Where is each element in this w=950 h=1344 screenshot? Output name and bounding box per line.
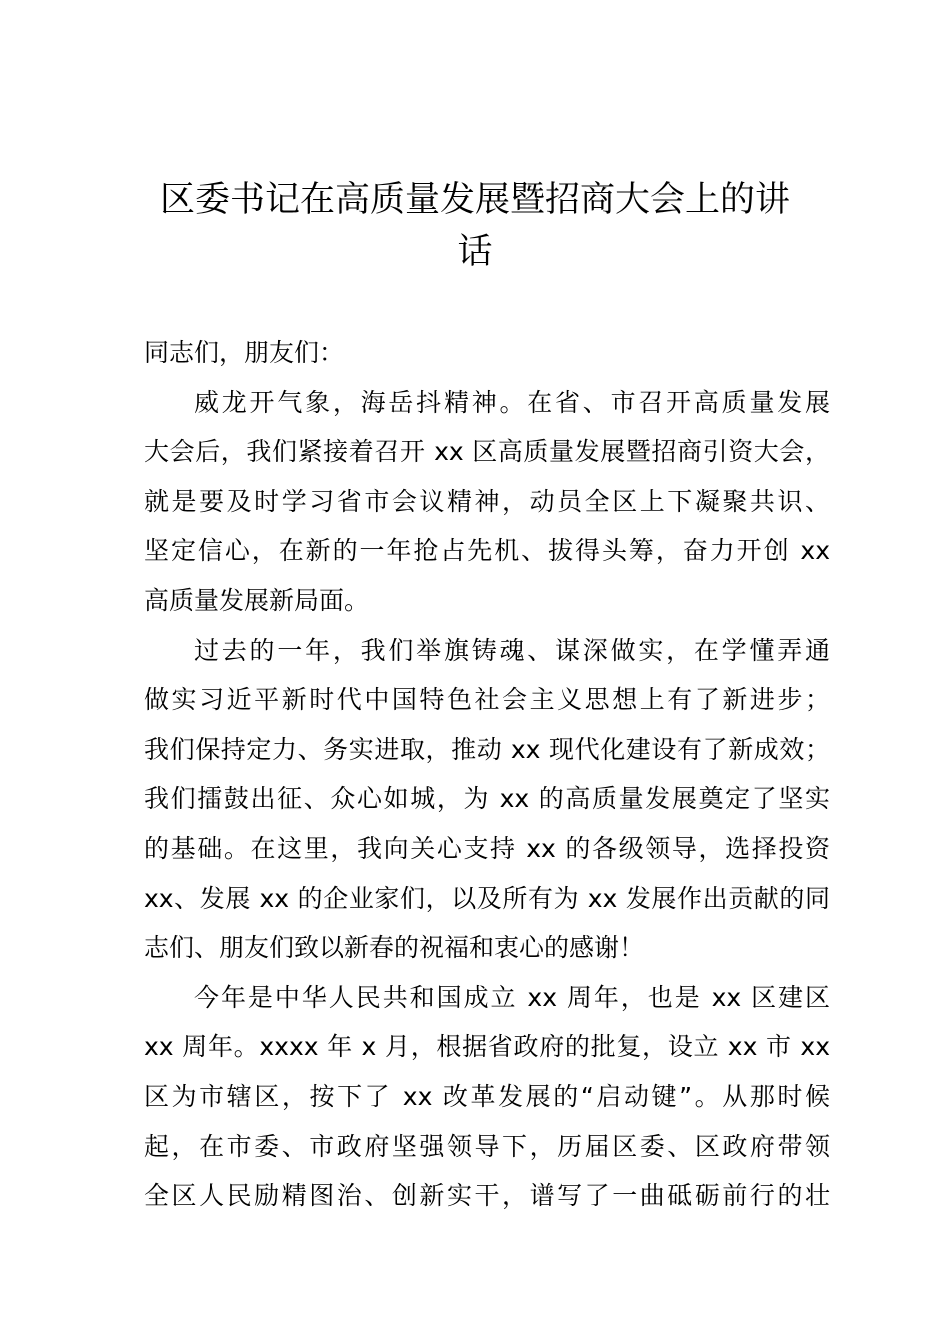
paragraph-line: 过去的一年，我们举旗铸魂、谋深做实，在学懂弄通 <box>194 635 830 665</box>
paragraph-line: 区为市辖区，按下了 xx 改革发展的“启动键”。从那时候 <box>144 1081 830 1111</box>
document-title <box>140 174 810 278</box>
paragraph-1 <box>144 378 830 626</box>
paragraph-line: 起，在市委、市政府坚强领导下，历届区委、区政府带领 <box>144 1131 830 1161</box>
paragraph-line: 今年是中华人民共和国成立 xx 周年，也是 xx 区建区 <box>194 982 830 1012</box>
paragraph-line: 我们保持定力、务实进取，推动 xx 现代化建设有了新成效； <box>144 734 830 764</box>
salutation-line: 同志们，朋友们： <box>144 338 345 367</box>
paragraph-line: xx、发展 xx 的企业家们，以及所有为 xx 发展作出贡献的同 <box>144 883 830 913</box>
paragraph-line: 的基础。在这里，我向关心支持 xx 的各级领导，选择投资 <box>144 833 830 863</box>
paragraph-3 <box>144 973 830 1221</box>
paragraph-line: 志们、朋友们致以新春的祝福和衷心的感谢！ <box>144 933 645 963</box>
paragraph-line: 全区人民励精图治、创新实干，谱写了一曲砥砺前行的壮 <box>144 1181 830 1211</box>
paragraph-line: 就是要及时学习省市会议精神，动员全区上下凝聚共识、 <box>144 486 830 516</box>
paragraph-line: 威龙开气象，海岳抖精神。在省、市召开高质量发展 <box>194 387 830 417</box>
paragraph-line: 做实习近平新时代中国特色社会主义思想上有了新进步； <box>144 685 830 715</box>
paragraph-2 <box>144 626 830 973</box>
title-line: 区委书记在高质量发展暨招商大会上的讲 <box>159 180 790 220</box>
paragraph-line: 坚定信心，在新的一年抢占先机、拔得头筹，奋力开创 xx <box>144 536 830 566</box>
paragraph-line: 高质量发展新局面。 <box>144 585 370 615</box>
salutation <box>144 328 830 378</box>
title-line: 话 <box>457 232 493 272</box>
paragraph-line: 我们擂鼓出征、众心如城，为 xx 的高质量发展奠定了坚实 <box>144 784 830 814</box>
document-body <box>144 328 830 1221</box>
paragraph-line: xx 周年。xxxx 年 x 月，根据省政府的批复，设立 xx 市 xx <box>144 1032 830 1062</box>
paragraph-line: 大会后，我们紧接着召开 xx 区高质量发展暨招商引资大会， <box>144 437 830 467</box>
